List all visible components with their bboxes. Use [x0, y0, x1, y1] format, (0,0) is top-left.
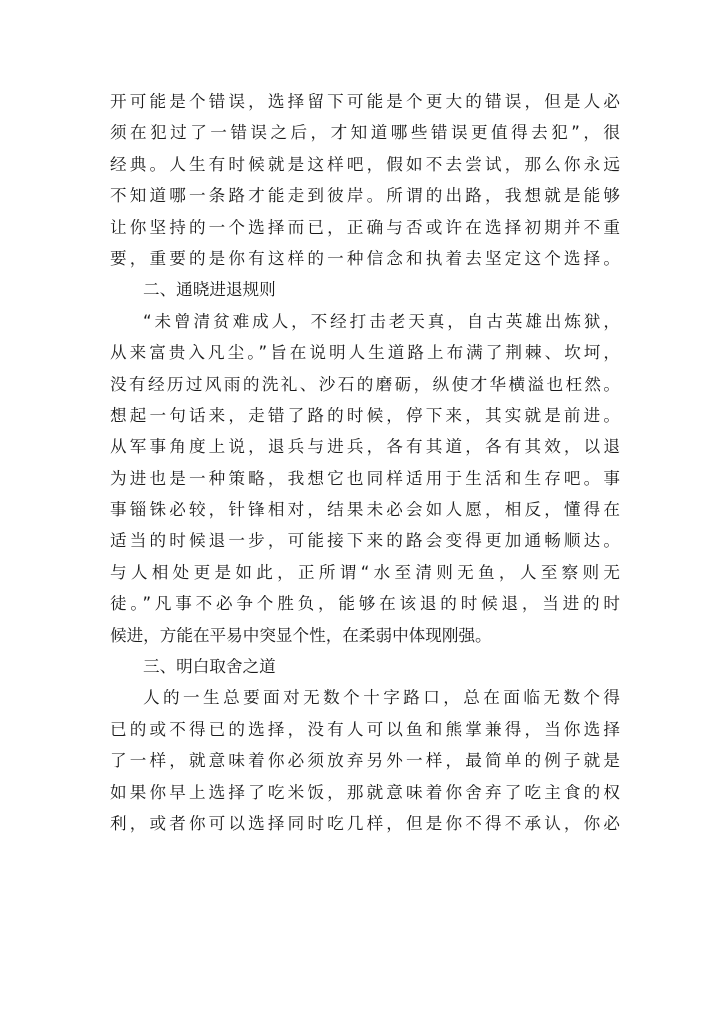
text-line: 让你坚持的一个选择而已，正确与否或许在选择初期并不重	[110, 217, 620, 237]
text-line: 适当的时候退一步，可能接下来的路会变得更加通畅顺达。	[110, 531, 620, 551]
text-line: 如果你早上选择了吃米饭，那就意味着你舍弃了吃主食的权	[110, 782, 620, 802]
text-line: 与人相处更是如此，正所谓“水至清则无鱼，人至察则无	[110, 562, 620, 582]
text-line: 候进，方能在平易中突显个性，在柔弱中体现刚强。	[110, 625, 492, 645]
text-line: 了一样，就意味着你必须放弃另外一样，最简单的例子就是	[110, 751, 620, 771]
text-line: 事锱铢必较，针锋相对，结果未必会如人愿，相反，懂得在	[110, 500, 620, 520]
section-heading: 二、通晓进退规则	[143, 280, 276, 300]
section-heading: 三、明白取舍之道	[143, 657, 276, 677]
text-line: 从来富贵入凡尘。”旨在说明人生道路上布满了荆棘、坎坷，	[110, 343, 620, 363]
text-line: 须在犯过了一错误之后，才知道哪些错误更值得去犯”，很	[110, 123, 620, 143]
text-line: 徒。”凡事不必争个胜负，能够在该退的时候退，当进的时	[110, 594, 620, 614]
text-line: “未曾清贫难成人，不经打击老天真，自古英雄出炼狱，	[143, 311, 620, 331]
text-line: 开可能是个错误，选择留下可能是个更大的错误，但是人必	[110, 92, 620, 111]
paragraph-1	[110, 86, 620, 274]
text-line: 为进也是一种策略，我想它也同样适用于生活和生存吧。事	[110, 468, 620, 488]
document-page	[110, 86, 620, 839]
text-line: 已的或不得已的选择，没有人可以鱼和熊掌兼得，当你选择	[110, 719, 620, 739]
text-line: 利，或者你可以选择同时吃几样，但是你不得不承认，你必	[110, 813, 620, 833]
text-line: 没有经历过风雨的洗礼、沙石的磨砺，纵使才华横溢也枉然。	[110, 374, 620, 394]
text-line: 要，重要的是你有这样的一种信念和执着去坚定这个选择。	[110, 248, 620, 268]
text-line: 从军事角度上说，退兵与进兵，各有其道，各有其效，以退	[110, 437, 620, 457]
text-line: 不知道哪一条路才能走到彼岸。所谓的出路，我想就是能够	[110, 186, 620, 206]
text-line: 经典。人生有时候就是这样吧，假如不去尝试，那么你永远	[110, 154, 620, 174]
paragraph-2	[110, 306, 620, 651]
paragraph-3	[110, 682, 620, 839]
text-line: 想起一句话来，走错了路的时候，停下来，其实就是前进。	[110, 405, 620, 425]
text-line: 人的一生总要面对无数个十字路口，总在面临无数个得	[143, 688, 620, 708]
